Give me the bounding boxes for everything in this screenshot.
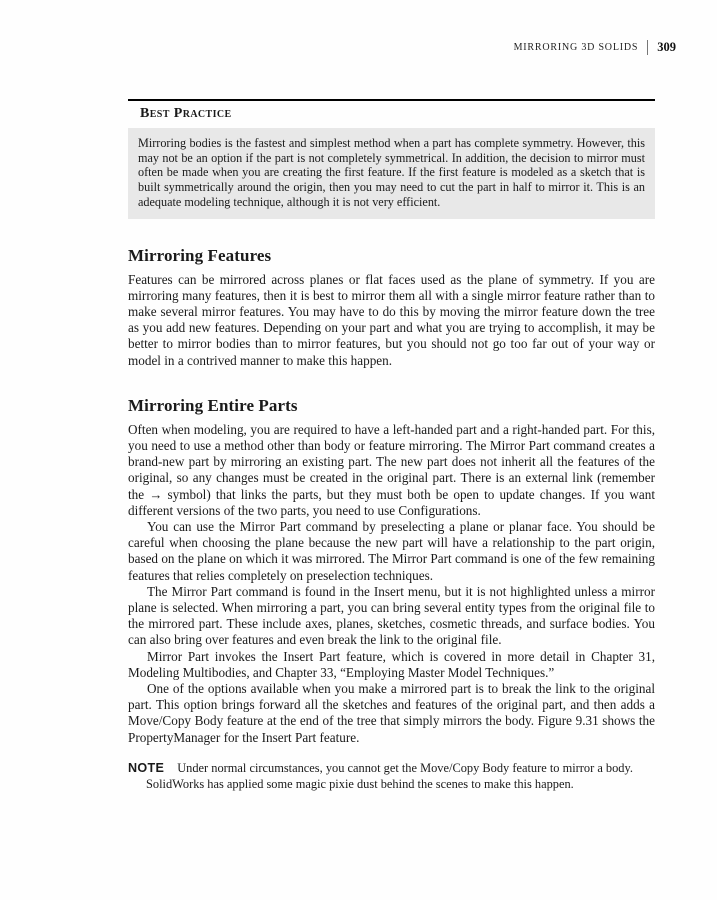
paragraph: The Mirror Part command is found in the Insert menu, but it is not highlighted unless a mirror plane is selected. When mirroring a part, you can bring several entity types from the original file to the mirrored part. These include axes, planes, sketches, cosmetic threads, and surface bodies. You can also bring over features and even break the link to the original file. — [128, 583, 655, 648]
best-practice-box — [128, 99, 655, 219]
running-header — [514, 40, 676, 55]
paragraph: Mirror Part invokes the Insert Part feature, which is covered in more detail in Chapter 31, Modeling Multibodies, and Chapter 33, “Employing Master Model Techniques.” — [128, 648, 655, 680]
paragraph: One of the options available when you make a mirrored part is to break the link to the original part. This option brings forward all the sketches and features of the original part, and then adds a Move/Copy Body feature at the end of the tree that simply mirrors the body. Figure 9.31 shows the PropertyManager for the Insert Part feature. — [128, 680, 655, 745]
page-content — [128, 99, 655, 805]
page-number: 309 — [657, 40, 676, 54]
paragraph: Features can be mirrored across planes or flat faces used as the plane of symmetry. If you are mirroring many features, then it is best to mirror them all with a single mirror feature rather than to make several mirror features. You may have to do this by moving the mirror feature down the tree as you add new features. Depending on your part and what you are trying to accomplish, it may be better to mirror bodies than to mirror features, but you should not go too far out of your way or model in a contrived manner to make this happen. — [128, 271, 655, 368]
note-block — [128, 761, 655, 793]
paragraph: You can use the Mirror Part command by preselecting a plane or planar face. You should be careful when choosing the plane because the new part will have a relationship to the part origin, based on the plane on which it was mirrored. The Mirror Part command is one of the few remaining features that relies completely on preselection techniques. — [128, 518, 655, 583]
best-practice-body: Mirroring bodies is the fastest and simplest method when a part has complete symmetry. However, this may not be an option if the part is not completely symmetrical. In addition, the decision to mirror must often be made when you are creating the first feature. If the first feature is modeled as a sketch that is built symmetrically around the origin, then you may need to cut the part in half to mirror it. This is an adequate modeling technique, although it is not very efficient. — [128, 128, 655, 219]
section-heading-mirroring-features: Mirroring Features — [128, 245, 272, 265]
section-heading-mirroring-entire-parts: Mirroring Entire Parts — [128, 395, 298, 415]
paragraph: Often when modeling, you are required to have a left-handed part and a right-handed part. For this, you need to use a method other than body or feature mirroring. The Mirror Part command creates a brand-new part by mirroring an existing part. The new part does not inherit all the features of the original, so any changes must be created in the original part. There is an external link (remember the → symbol) that links the parts, but they must both be open to update changes. If you want different versions of the two parts, you need to use Configurations. — [128, 421, 655, 518]
note-label: NOTE — [128, 760, 165, 775]
running-title: MIRRORING 3D SOLIDS — [513, 42, 639, 53]
best-practice-title: Best Practice — [140, 106, 232, 121]
note-text: Under normal circumstances, you cannot get the Move/Copy Body feature to mirror a body. SolidWorks has applied some magic pixie dust behind the scenes to make this happen. — [146, 760, 633, 791]
